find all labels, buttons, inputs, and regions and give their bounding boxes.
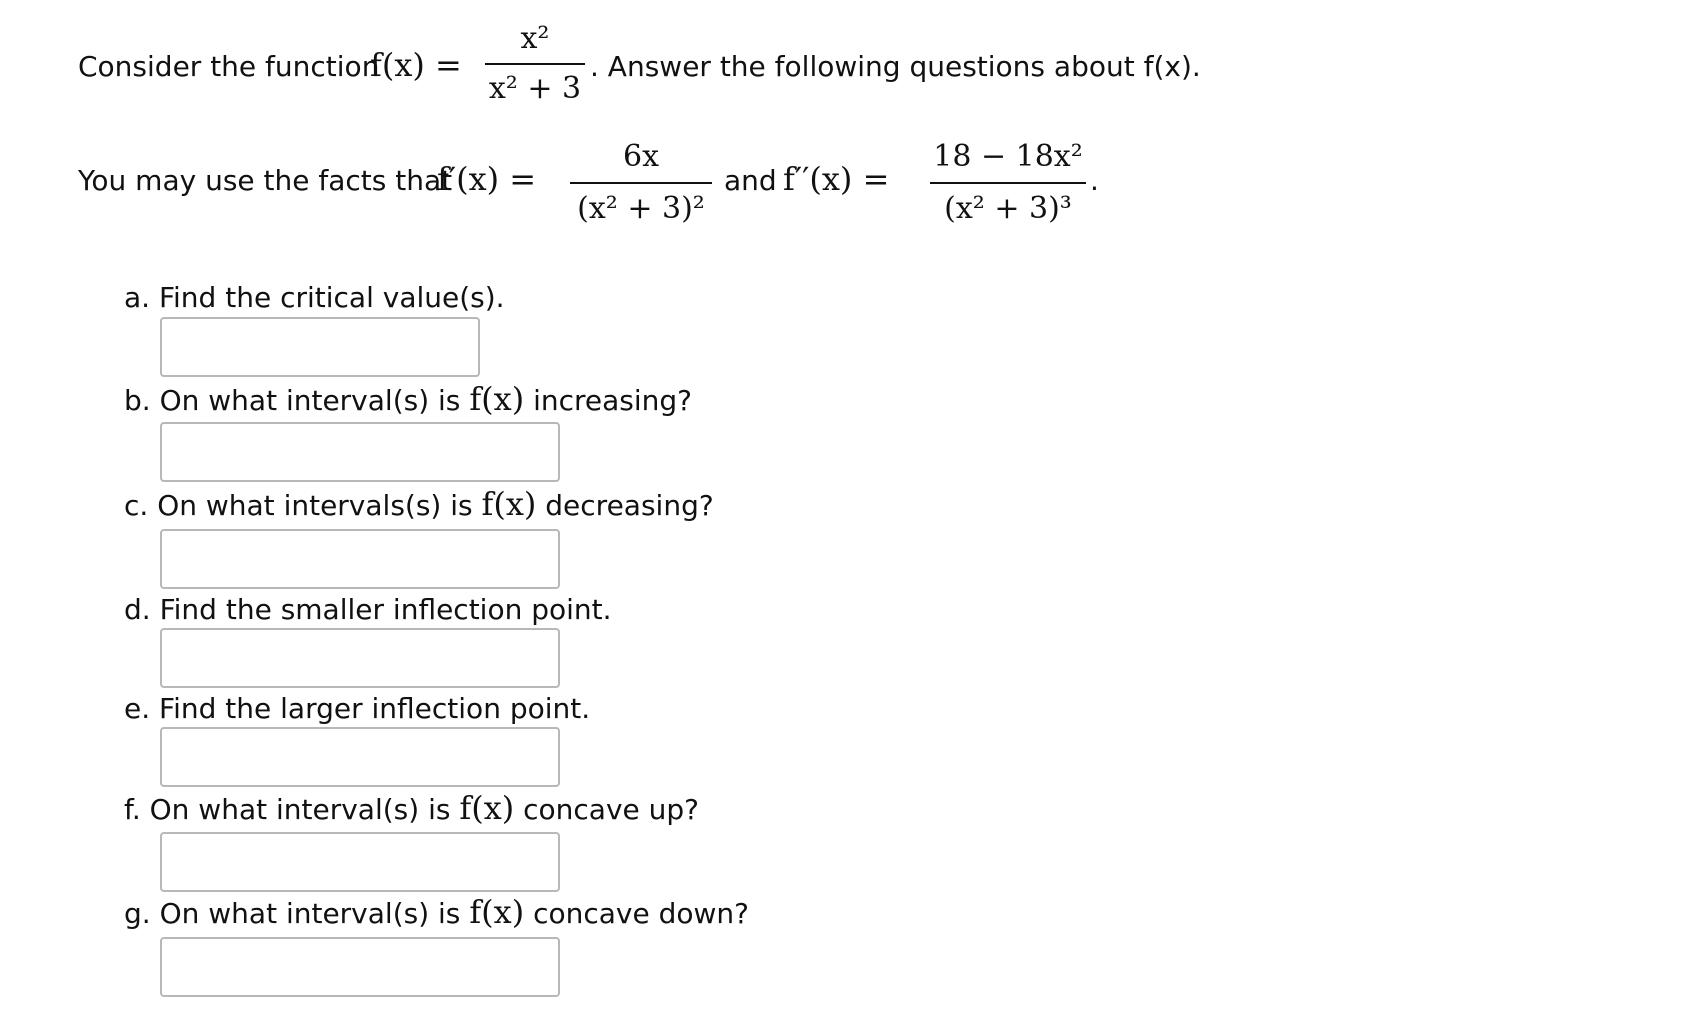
intro-function-lhs: f(x) = [370,46,462,84]
facts-text-before: You may use the facts that [78,164,453,197]
fprime-denominator: (x² + 3)² [577,191,705,226]
intro-text-after: . Answer the following questions about f(x). [590,50,1201,83]
question-g-answer-input[interactable] [160,937,560,997]
intro-function-denominator: x² + 3 [488,71,582,106]
intro-text-before: Consider the function [78,50,380,83]
question-g-fx: f(x) [469,893,525,931]
intro-function-numerator: x² [520,21,550,56]
question-e-answer-input[interactable] [160,727,560,787]
intro-function-fraction [485,18,585,108]
fprime-lhs: f′(x) = [437,160,537,198]
question-f-label: f. On what interval(s) is f(x) concave up? [124,789,700,827]
fdoubleprime-numerator: 18 − 18x² [933,139,1083,174]
fprime-bar [570,182,712,184]
question-c-fx: f(x) [481,485,537,523]
question-d-label: d. Find the smaller inflection point. [124,593,612,626]
intro-function-bar [485,63,585,65]
fprime-numerator: 6x [622,139,659,174]
question-e-label: e. Find the larger inflection point. [124,692,591,725]
question-b-answer-input[interactable] [160,422,560,482]
facts-period: . [1090,164,1099,197]
fprime-fraction [570,138,712,234]
question-a-answer-input[interactable] [160,317,480,377]
question-b-label: b. On what interval(s) is f(x) increasing? [124,380,693,418]
question-b-fx: f(x) [469,380,525,418]
question-f-answer-input[interactable] [160,832,560,892]
facts-and-text: and [724,164,777,197]
fdoubleprime-fraction [930,138,1086,234]
question-c-label: c. On what intervals(s) is f(x) decreasing? [124,485,714,523]
question-d-answer-input[interactable] [160,628,560,688]
question-c-answer-input[interactable] [160,529,560,589]
question-g-label: g. On what interval(s) is f(x) concave down? [124,893,750,931]
question-f-fx: f(x) [459,789,515,827]
fdoubleprime-bar [930,182,1086,184]
fdoubleprime-denominator: (x² + 3)³ [944,191,1072,226]
fdoubleprime-lhs: f′′(x) = [783,160,890,198]
question-a-label: a. Find the critical value(s). [124,281,505,314]
